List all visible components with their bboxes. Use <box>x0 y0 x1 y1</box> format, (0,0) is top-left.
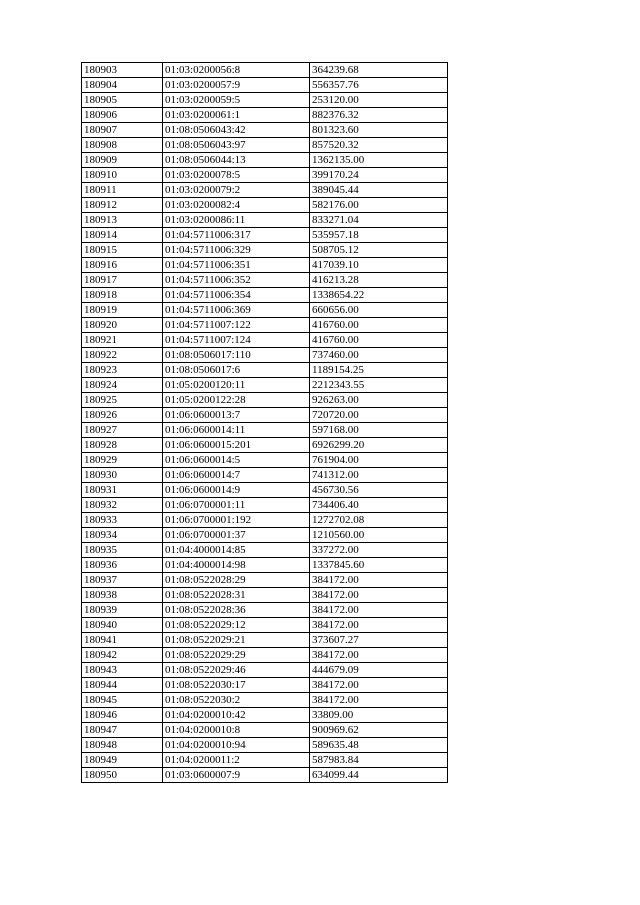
table-row <box>82 498 448 513</box>
value-cell: 364239.68 <box>310 63 448 78</box>
cadastral-number-cell: 01:05:0200120:11 <box>163 378 310 393</box>
cadastral-number-cell: 01:08:0506043:97 <box>163 138 310 153</box>
value-cell: 33809.00 <box>310 708 448 723</box>
table-row <box>82 408 448 423</box>
value-cell: 399170.24 <box>310 168 448 183</box>
cadastral-number-cell: 01:03:0200086:11 <box>163 213 310 228</box>
row-number-cell: 180950 <box>82 768 163 783</box>
table-row <box>82 378 448 393</box>
table-row <box>82 333 448 348</box>
table-row <box>82 273 448 288</box>
row-number-cell: 180948 <box>82 738 163 753</box>
cadastral-number-cell: 01:08:0522028:31 <box>163 588 310 603</box>
row-number-cell: 180935 <box>82 543 163 558</box>
cadastral-number-cell: 01:04:4000014:98 <box>163 558 310 573</box>
value-cell: 6926299.20 <box>310 438 448 453</box>
value-cell: 737460.00 <box>310 348 448 363</box>
table-row <box>82 138 448 153</box>
row-number-cell: 180907 <box>82 123 163 138</box>
row-number-cell: 180932 <box>82 498 163 513</box>
row-number-cell: 180912 <box>82 198 163 213</box>
value-cell: 1337845.60 <box>310 558 448 573</box>
table-row <box>82 393 448 408</box>
cadastral-number-cell: 01:08:0506044:13 <box>163 153 310 168</box>
cadastral-number-cell: 01:06:0600014:7 <box>163 468 310 483</box>
table-row <box>82 543 448 558</box>
table-row <box>82 78 448 93</box>
value-cell: 1210560.00 <box>310 528 448 543</box>
value-cell: 761904.00 <box>310 453 448 468</box>
table-row <box>82 663 448 678</box>
table-row <box>82 528 448 543</box>
cadastral-number-cell: 01:06:0600015:201 <box>163 438 310 453</box>
cadastral-number-cell: 01:06:0600013:7 <box>163 408 310 423</box>
table-row <box>82 603 448 618</box>
value-cell: 416760.00 <box>310 318 448 333</box>
value-cell: 384172.00 <box>310 603 448 618</box>
value-cell: 900969.62 <box>310 723 448 738</box>
row-number-cell: 180910 <box>82 168 163 183</box>
row-number-cell: 180934 <box>82 528 163 543</box>
row-number-cell: 180946 <box>82 708 163 723</box>
cadastral-number-cell: 01:03:0200059:5 <box>163 93 310 108</box>
value-cell: 1189154.25 <box>310 363 448 378</box>
table-row <box>82 768 448 783</box>
value-cell: 389045.44 <box>310 183 448 198</box>
row-number-cell: 180921 <box>82 333 163 348</box>
row-number-cell: 180940 <box>82 618 163 633</box>
value-cell: 734406.40 <box>310 498 448 513</box>
cadastral-number-cell: 01:08:0522030:17 <box>163 678 310 693</box>
row-number-cell: 180916 <box>82 258 163 273</box>
cadastral-number-cell: 01:06:0700001:11 <box>163 498 310 513</box>
row-number-cell: 180943 <box>82 663 163 678</box>
row-number-cell: 180927 <box>82 423 163 438</box>
table-row <box>82 63 448 78</box>
table-row <box>82 363 448 378</box>
table-row <box>82 753 448 768</box>
row-number-cell: 180920 <box>82 318 163 333</box>
table-row <box>82 588 448 603</box>
table-row <box>82 483 448 498</box>
value-cell: 373607.27 <box>310 633 448 648</box>
table-row <box>82 243 448 258</box>
value-cell: 556357.76 <box>310 78 448 93</box>
row-number-cell: 180929 <box>82 453 163 468</box>
row-number-cell: 180933 <box>82 513 163 528</box>
row-number-cell: 180936 <box>82 558 163 573</box>
table-row <box>82 168 448 183</box>
value-cell: 801323.60 <box>310 123 448 138</box>
cadastral-number-cell: 01:08:0506017:6 <box>163 363 310 378</box>
value-cell: 337272.00 <box>310 543 448 558</box>
row-number-cell: 180905 <box>82 93 163 108</box>
table-body <box>82 63 448 783</box>
table-row <box>82 708 448 723</box>
table-row <box>82 633 448 648</box>
table-row <box>82 693 448 708</box>
cadastral-number-cell: 01:03:0200057:9 <box>163 78 310 93</box>
cadastral-number-cell: 01:06:0600014:9 <box>163 483 310 498</box>
value-cell: 1272702.08 <box>310 513 448 528</box>
cadastral-number-cell: 01:04:5711006:352 <box>163 273 310 288</box>
row-number-cell: 180917 <box>82 273 163 288</box>
row-number-cell: 180903 <box>82 63 163 78</box>
cadastral-number-cell: 01:08:0522028:36 <box>163 603 310 618</box>
row-number-cell: 180908 <box>82 138 163 153</box>
table-row <box>82 258 448 273</box>
table-row <box>82 198 448 213</box>
row-number-cell: 180945 <box>82 693 163 708</box>
cadastral-number-cell: 01:06:0600014:5 <box>163 453 310 468</box>
cadastral-number-cell: 01:03:0200079:2 <box>163 183 310 198</box>
table-row <box>82 438 448 453</box>
cadastral-number-cell: 01:08:0522028:29 <box>163 573 310 588</box>
cadastral-number-cell: 01:03:0200082:4 <box>163 198 310 213</box>
row-number-cell: 180938 <box>82 588 163 603</box>
row-number-cell: 180942 <box>82 648 163 663</box>
cadastral-number-cell: 01:08:0522030:2 <box>163 693 310 708</box>
cadastral-number-cell: 01:04:0200011:2 <box>163 753 310 768</box>
table-row <box>82 153 448 168</box>
cadastral-number-cell: 01:08:0506043:42 <box>163 123 310 138</box>
row-number-cell: 180904 <box>82 78 163 93</box>
row-number-cell: 180924 <box>82 378 163 393</box>
cadastral-number-cell: 01:04:5711007:122 <box>163 318 310 333</box>
value-cell: 634099.44 <box>310 768 448 783</box>
table-row <box>82 738 448 753</box>
table-row <box>82 213 448 228</box>
table-row <box>82 228 448 243</box>
value-cell: 417039.10 <box>310 258 448 273</box>
row-number-cell: 180944 <box>82 678 163 693</box>
value-cell: 741312.00 <box>310 468 448 483</box>
cadastral-number-cell: 01:04:5711006:329 <box>163 243 310 258</box>
value-cell: 597168.00 <box>310 423 448 438</box>
row-number-cell: 180919 <box>82 303 163 318</box>
value-cell: 582176.00 <box>310 198 448 213</box>
table-row <box>82 723 448 738</box>
cadastral-number-cell: 01:04:0200010:94 <box>163 738 310 753</box>
row-number-cell: 180914 <box>82 228 163 243</box>
table-row <box>82 318 448 333</box>
row-number-cell: 180937 <box>82 573 163 588</box>
cadastral-number-cell: 01:08:0522029:12 <box>163 618 310 633</box>
table-row <box>82 423 448 438</box>
cadastral-number-cell: 01:04:0200010:42 <box>163 708 310 723</box>
cadastral-number-cell: 01:04:4000014:85 <box>163 543 310 558</box>
row-number-cell: 180926 <box>82 408 163 423</box>
cadastral-number-cell: 01:06:0600014:11 <box>163 423 310 438</box>
table-row <box>82 93 448 108</box>
cadastral-number-cell: 01:03:0200056:8 <box>163 63 310 78</box>
table-row <box>82 468 448 483</box>
row-number-cell: 180925 <box>82 393 163 408</box>
value-cell: 926263.00 <box>310 393 448 408</box>
table-row <box>82 513 448 528</box>
value-cell: 384172.00 <box>310 618 448 633</box>
value-cell: 384172.00 <box>310 648 448 663</box>
table-row <box>82 123 448 138</box>
table-row <box>82 678 448 693</box>
value-cell: 384172.00 <box>310 573 448 588</box>
cadastral-number-cell: 01:04:5711007:124 <box>163 333 310 348</box>
value-cell: 456730.56 <box>310 483 448 498</box>
row-number-cell: 180906 <box>82 108 163 123</box>
row-number-cell: 180923 <box>82 363 163 378</box>
value-cell: 589635.48 <box>310 738 448 753</box>
table-row <box>82 348 448 363</box>
row-number-cell: 180911 <box>82 183 163 198</box>
row-number-cell: 180931 <box>82 483 163 498</box>
row-number-cell: 180949 <box>82 753 163 768</box>
cadastral-number-cell: 01:08:0522029:46 <box>163 663 310 678</box>
value-cell: 253120.00 <box>310 93 448 108</box>
value-cell: 1338654.22 <box>310 288 448 303</box>
row-number-cell: 180915 <box>82 243 163 258</box>
table-row <box>82 618 448 633</box>
value-cell: 833271.04 <box>310 213 448 228</box>
value-cell: 1362135.00 <box>310 153 448 168</box>
value-cell: 384172.00 <box>310 693 448 708</box>
cadastral-number-cell: 01:05:0200122:28 <box>163 393 310 408</box>
value-cell: 444679.09 <box>310 663 448 678</box>
cadastral-number-cell: 01:08:0522029:29 <box>163 648 310 663</box>
table-row <box>82 648 448 663</box>
table-row <box>82 183 448 198</box>
row-number-cell: 180909 <box>82 153 163 168</box>
value-cell: 416760.00 <box>310 333 448 348</box>
value-cell: 660656.00 <box>310 303 448 318</box>
cadastral-number-cell: 01:06:0700001:37 <box>163 528 310 543</box>
value-cell: 384172.00 <box>310 588 448 603</box>
table-row <box>82 303 448 318</box>
row-number-cell: 180918 <box>82 288 163 303</box>
cadastral-number-cell: 01:08:0506017:110 <box>163 348 310 363</box>
row-number-cell: 180913 <box>82 213 163 228</box>
value-cell: 857520.32 <box>310 138 448 153</box>
value-cell: 2212343.55 <box>310 378 448 393</box>
row-number-cell: 180922 <box>82 348 163 363</box>
cadastral-number-cell: 01:04:0200010:8 <box>163 723 310 738</box>
cadastral-number-cell: 01:03:0600007:9 <box>163 768 310 783</box>
row-number-cell: 180928 <box>82 438 163 453</box>
cadastral-number-cell: 01:04:5711006:317 <box>163 228 310 243</box>
table-row <box>82 288 448 303</box>
value-cell: 416213.28 <box>310 273 448 288</box>
cadastral-number-cell: 01:03:0200061:1 <box>163 108 310 123</box>
table-row <box>82 108 448 123</box>
cadastral-number-cell: 01:04:5711006:369 <box>163 303 310 318</box>
value-cell: 882376.32 <box>310 108 448 123</box>
row-number-cell: 180930 <box>82 468 163 483</box>
table-row <box>82 453 448 468</box>
data-table <box>81 62 448 783</box>
value-cell: 508705.12 <box>310 243 448 258</box>
row-number-cell: 180947 <box>82 723 163 738</box>
row-number-cell: 180941 <box>82 633 163 648</box>
table-row <box>82 573 448 588</box>
value-cell: 384172.00 <box>310 678 448 693</box>
cadastral-number-cell: 01:04:5711006:354 <box>163 288 310 303</box>
cadastral-number-cell: 01:03:0200078:5 <box>163 168 310 183</box>
value-cell: 535957.18 <box>310 228 448 243</box>
cadastral-number-cell: 01:08:0522029:21 <box>163 633 310 648</box>
row-number-cell: 180939 <box>82 603 163 618</box>
value-cell: 720720.00 <box>310 408 448 423</box>
cadastral-number-cell: 01:06:0700001:192 <box>163 513 310 528</box>
table-row <box>82 558 448 573</box>
cadastral-number-cell: 01:04:5711006:351 <box>163 258 310 273</box>
value-cell: 587983.84 <box>310 753 448 768</box>
